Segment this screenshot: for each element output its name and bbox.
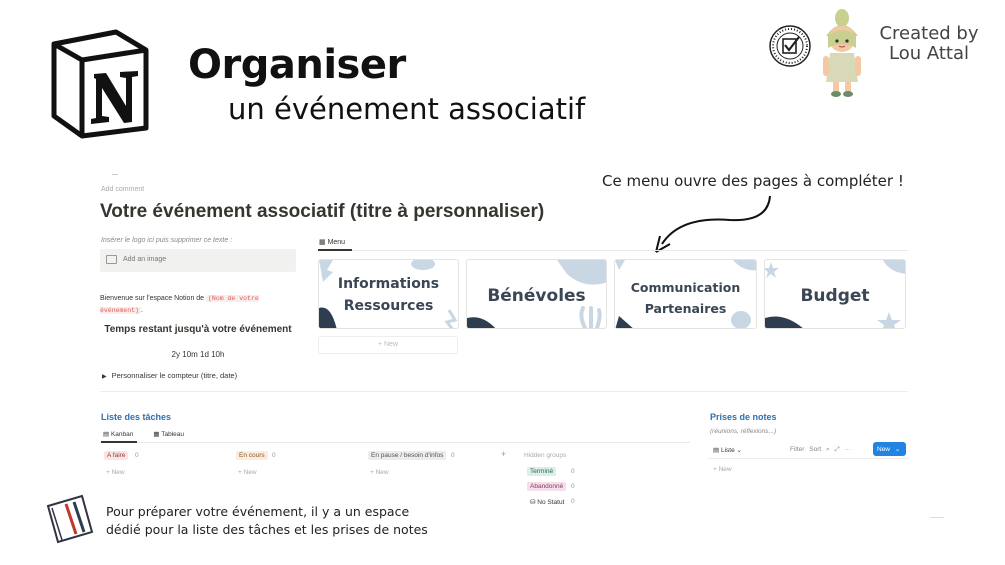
new-task-button[interactable]: + New (238, 469, 257, 476)
column-count: 0 (272, 452, 276, 459)
card-communication[interactable]: Communication Partenaires (614, 259, 757, 329)
expand-icon[interactable]: ⤢ (834, 446, 840, 453)
new-card-button[interactable]: + New (318, 336, 458, 354)
divider (930, 517, 944, 518)
group-count: 0 (571, 483, 575, 490)
menu-annotation: Ce menu ouvre des pages à compléter ! (602, 172, 904, 190)
countdown-value: 2y 10m 1d 10h (171, 350, 225, 359)
more-icon[interactable]: ··· (844, 446, 851, 453)
footer-note: Pour préparer votre événement, il y a un espace dédié pour la liste des tâches et les prises de notes (106, 504, 428, 537)
insert-logo-hint: Insérer le logo ici puis supprimer ce texte : (101, 237, 233, 244)
group-count: 0 (571, 498, 575, 505)
new-note-row-button[interactable]: + New (713, 466, 732, 473)
section-divider (100, 391, 908, 392)
chevron-down-icon: ⌄ (894, 446, 901, 453)
add-image-label: Add an image (123, 256, 167, 263)
status-tag-a-faire: A faire (104, 451, 128, 460)
column-count: 0 (451, 452, 455, 459)
active-tab-underline (318, 249, 352, 251)
notes-toolbar (790, 446, 851, 454)
search-icon[interactable]: ⌕ (826, 446, 830, 453)
tab-menu[interactable]: ▦ Menu (319, 239, 346, 246)
card-benevoles[interactable]: Bénévoles (466, 259, 607, 329)
notion-certified-badge-icon (768, 24, 812, 68)
view-selector-liste[interactable]: ▤ Liste ⌄ (713, 447, 742, 454)
divider (708, 458, 908, 459)
hidden-group-termine[interactable]: Terminé (527, 467, 556, 476)
active-tab-underline (101, 441, 137, 443)
group-count: 0 (571, 468, 575, 475)
divider (112, 174, 118, 175)
tab-tableau[interactable]: ▦ Tableau (153, 431, 184, 438)
tab-bar-line (318, 250, 908, 251)
hidden-group-abandonne[interactable]: Abandonné (527, 482, 566, 491)
decor-shapes-icon (319, 260, 459, 329)
filter-button[interactable]: Filter (790, 446, 805, 453)
countdown-title: Temps restant jusqu'à votre événement (104, 324, 292, 335)
add-comment-button[interactable]: Add comment (101, 186, 145, 193)
notion-page-title[interactable]: Votre événement associatif (titre à personnaliser) (100, 201, 545, 222)
tab-kanban[interactable]: ▤ Kanban (103, 431, 134, 438)
add-group-button[interactable]: + (501, 449, 507, 459)
customize-counter-toggle[interactable]: ▶ Personnaliser le compteur (titre, date) (102, 371, 238, 380)
status-tag-en-cours: En cours (236, 451, 268, 460)
card-informations[interactable]: Informations Ressources (318, 259, 459, 329)
tasks-view-tabs (103, 430, 204, 438)
image-icon (106, 255, 117, 264)
card-budget[interactable]: Budget (764, 259, 906, 329)
welcome-text: Bienvenue sur l'espace Notion de (Nom de votre événement) . (100, 295, 259, 314)
new-note-button[interactable]: New ⌄ (873, 442, 906, 456)
notion-logo-icon (46, 28, 154, 140)
tab-bar-line (100, 442, 690, 443)
tasks-section-title[interactable]: Liste des tâches (101, 412, 172, 422)
hidden-group-no-statut[interactable]: ⛁ No Statut (530, 499, 565, 506)
add-image-button[interactable] (100, 249, 296, 272)
toggle-triangle-icon: ▶ (102, 374, 107, 380)
page-subheading: un événement associatif (228, 92, 586, 126)
author-credit: Created by Lou Attal (879, 23, 979, 64)
notes-section-title[interactable]: Prises de notes (710, 412, 777, 422)
new-task-button[interactable]: + New (370, 469, 389, 476)
notes-subtitle: (réunions, réflexions...) (710, 428, 777, 435)
event-name-placeholder: (Nom de votre événement) (100, 295, 259, 314)
notebook-pencil-icon (44, 494, 98, 544)
page-heading: Organiser (188, 42, 406, 88)
sort-button[interactable]: Sort (809, 446, 822, 453)
column-count: 0 (135, 452, 139, 459)
new-task-button[interactable]: + New (106, 469, 125, 476)
hidden-groups-label: Hidden groups (524, 452, 567, 459)
curved-arrow-icon (650, 192, 780, 254)
chevron-down-icon: ⌄ (736, 447, 742, 454)
status-tag-en-pause: En pause / besoin d'infos (368, 451, 446, 460)
avatar-character-icon (816, 6, 868, 98)
